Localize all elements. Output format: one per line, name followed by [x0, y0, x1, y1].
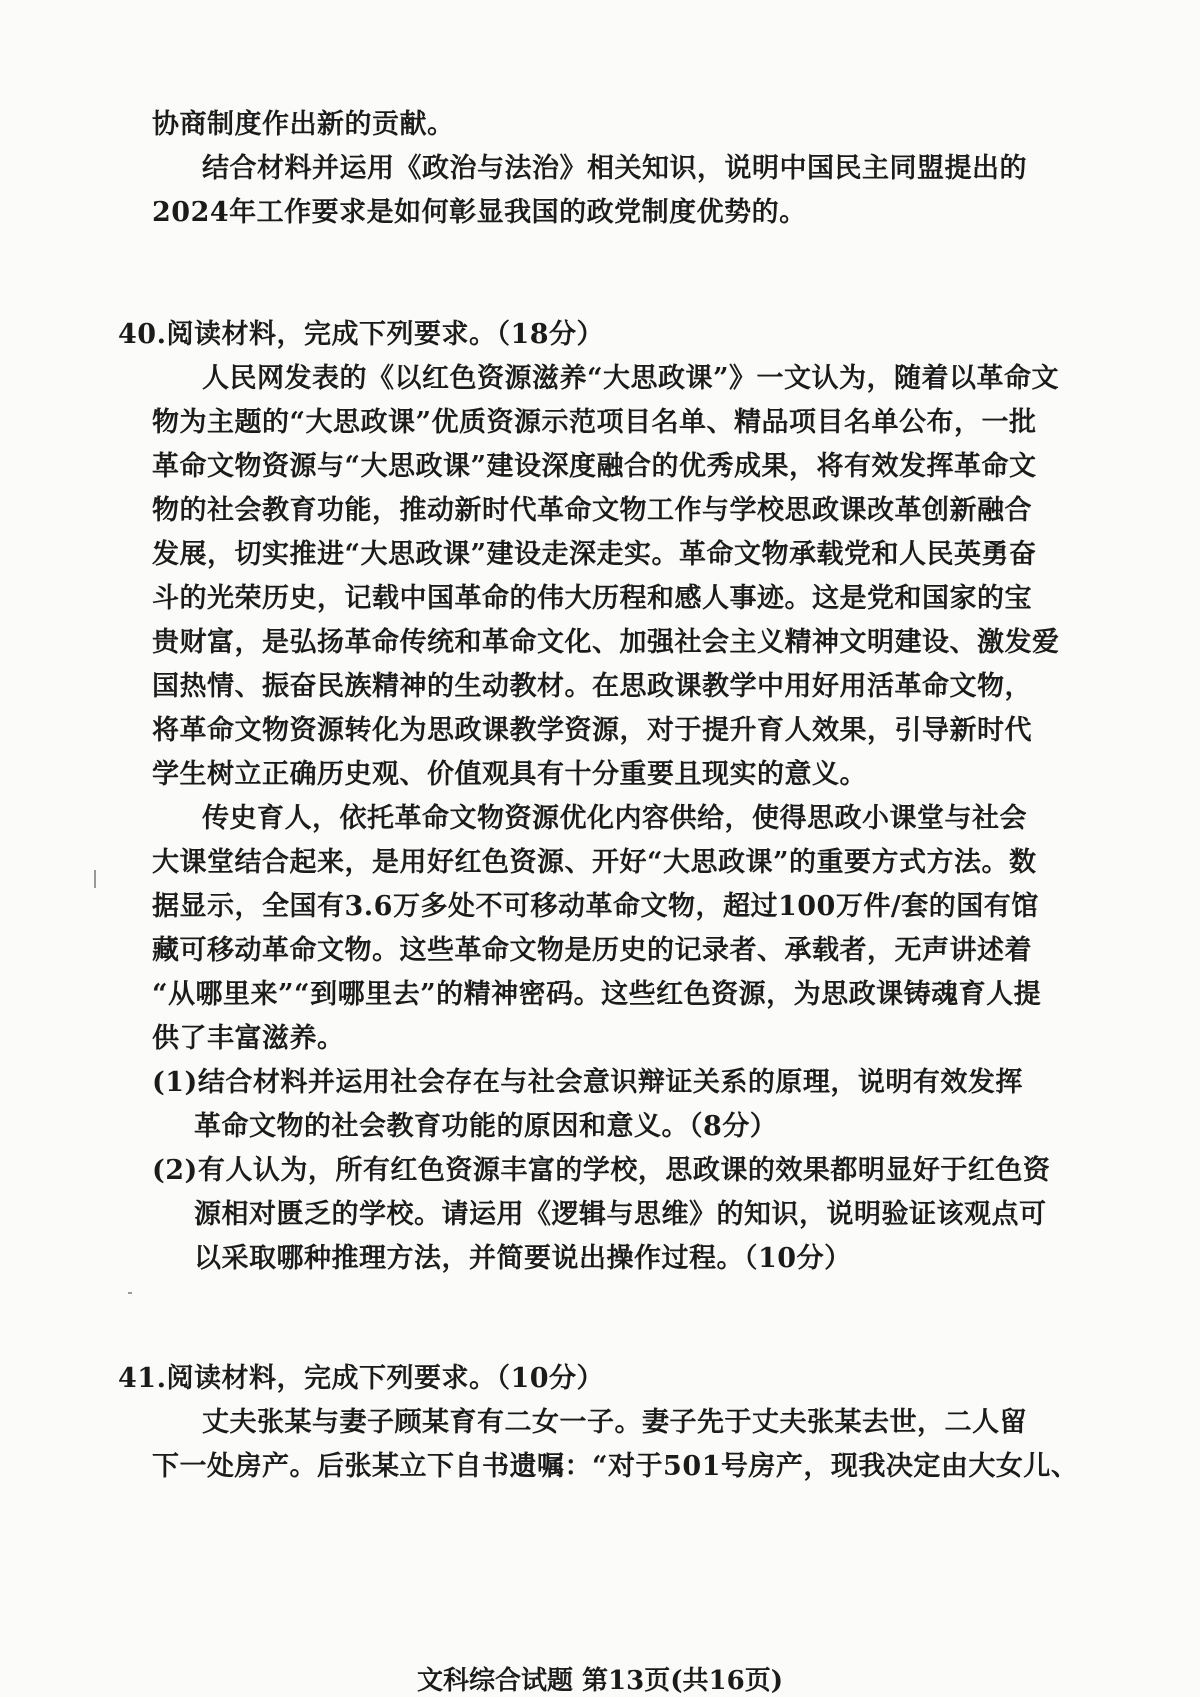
- q39-text-line-1: 协商制度作出新的贡献。: [152, 109, 455, 140]
- paragraph-line: 国热情、振奋民族精神的生动教材。在思政课教学中用好用活革命文物，: [152, 671, 1032, 702]
- scan-mark: [128, 1292, 132, 1294]
- paragraph-line: 贵财富，是弘扬革命传统和革命文化、加强社会主义精神文明建设、激发爱: [152, 627, 1060, 658]
- subquestion-line: (2)有人认为，所有红色资源丰富的学校，思政课的效果都明显好于红色资: [152, 1155, 1051, 1186]
- paragraph-line: 发展，切实推进“大思政课”建设走深走实。革命文物承载党和人民英勇奋: [152, 539, 1037, 570]
- paragraph-line: 传史育人，依托革命文物资源优化内容供给，使得思政小课堂与社会: [202, 803, 1027, 834]
- paragraph-line: “从哪里来”“到哪里去”的精神密码。这些红色资源，为思政课铸魂育人提: [152, 979, 1042, 1010]
- paragraph-line: 据显示，全国有3.6万多处不可移动革命文物，超过100万件/套的国有馆: [152, 891, 1039, 922]
- paragraph-line: 将革命文物资源转化为思政课教学资源，对于提升育人效果，引导新时代: [152, 715, 1032, 746]
- q39-question-line-2: 2024年工作要求是如何彰显我国的政党制度优势的。: [152, 197, 807, 228]
- paragraph-line: 革命文物资源与“大思政课”建设深度融合的优秀成果，将有效发挥革命文: [152, 451, 1037, 482]
- q40-heading: 40.阅读材料，完成下列要求。（18分）: [118, 319, 605, 350]
- paragraph-line: 丈夫张某与妻子顾某育有二女一子。妻子先于丈夫张某去世，二人留: [202, 1407, 1027, 1438]
- paragraph-line: 斗的光荣历史，记载中国革命的伟大历程和感人事迹。这是党和国家的宝: [152, 583, 1032, 614]
- paragraph-line: 大课堂结合起来，是用好红色资源、开好“大思政课”的重要方式方法。数: [152, 847, 1037, 878]
- q41-heading: 41.阅读材料，完成下列要求。（10分）: [118, 1363, 605, 1394]
- paragraph-line: 物的社会教育功能，推动新时代革命文物工作与学校思政课改革创新融合: [152, 495, 1032, 526]
- subquestion-line: (1)结合材料并运用社会存在与社会意识辩证关系的原理，说明有效发挥: [152, 1067, 1023, 1098]
- subquestion-line: 革命文物的社会教育功能的原因和意义。（8分）: [194, 1111, 778, 1142]
- subquestion-line: 源相对匮乏的学校。请运用《逻辑与思维》的知识，说明验证该观点可: [194, 1199, 1047, 1230]
- scan-mark: [94, 870, 96, 888]
- paragraph-line: 供了丰富滋养。: [152, 1023, 345, 1054]
- paragraph-line: 学生树立正确历史观、价值观具有十分重要且现实的意义。: [152, 759, 867, 790]
- q39-question-line-1: 结合材料并运用《政治与法治》相关知识，说明中国民主同盟提出的: [202, 153, 1027, 184]
- paragraph-line: 物为主题的“大思政课”优质资源示范项目名单、精品项目名单公布，一批: [152, 407, 1037, 438]
- page-footer: 文科综合试题 第13页(共16页): [416, 1666, 784, 1696]
- subquestion-line: 以采取哪种推理方法，并简要说出操作过程。（10分）: [194, 1243, 852, 1274]
- paragraph-line: 人民网发表的《以红色资源滋养“大思政课”》一文认为，随着以革命文: [202, 363, 1060, 394]
- paragraph-line: 下一处房产。后张某立下自书遗嘱：“对于501号房产，现我决定由大女儿、: [152, 1451, 1079, 1482]
- paragraph-line: 藏可移动革命文物。这些革命文物是历史的记录者、承载者，无声讲述着: [152, 935, 1032, 966]
